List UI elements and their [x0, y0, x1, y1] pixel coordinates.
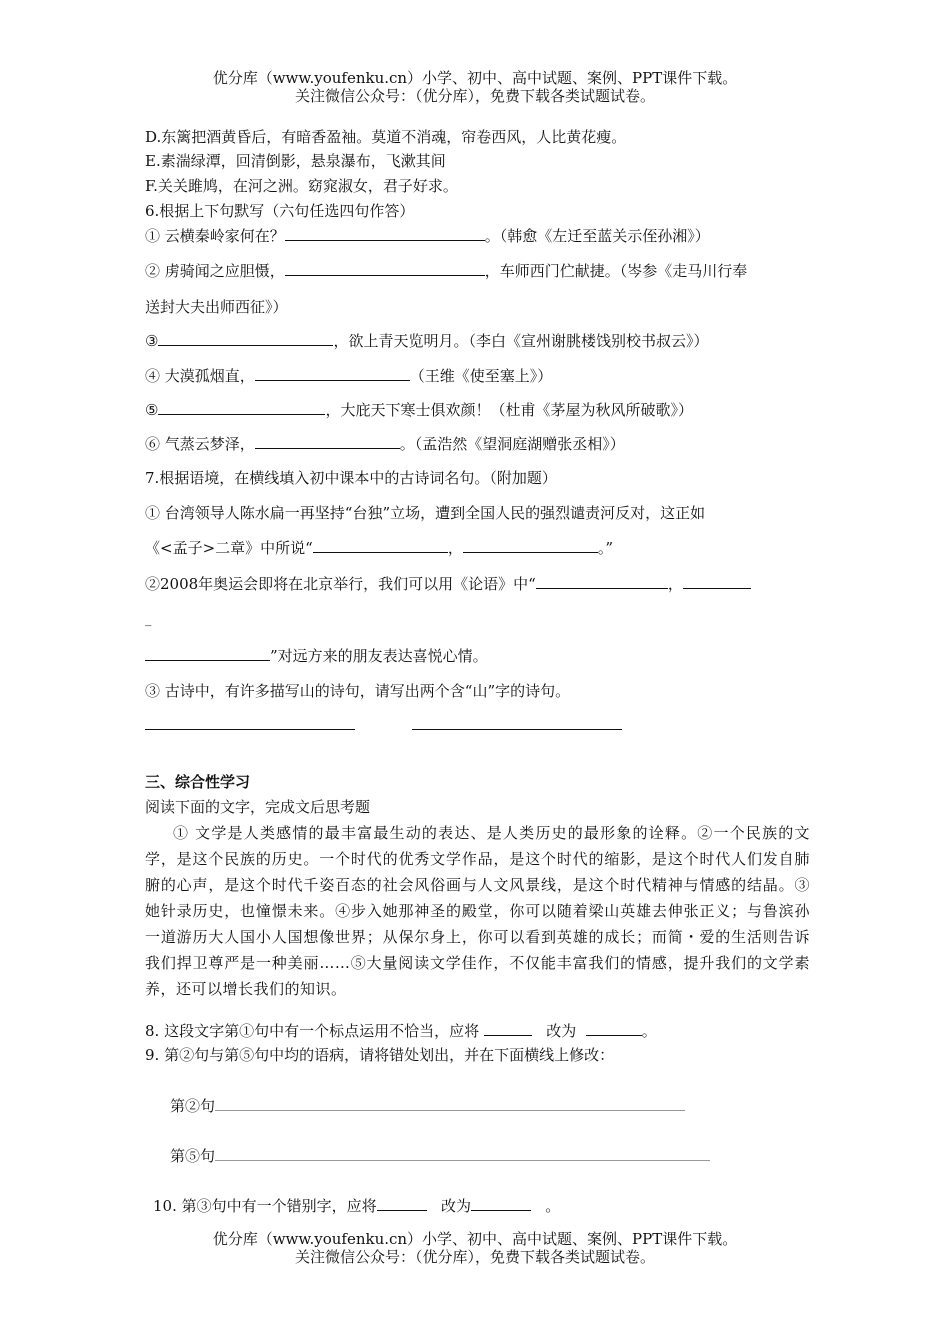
- answer-blank[interactable]: [536, 574, 668, 589]
- q10-pre: 10. 第③句中有一个错别字，应将: [153, 1197, 377, 1215]
- q6-item-3-pre: ③: [145, 332, 159, 350]
- answer-blank[interactable]: [158, 400, 325, 415]
- answer-blank[interactable]: [313, 538, 448, 553]
- reading-passage: ① 文学是人类感情的最丰富最生动的表达、是人类历史的最形象的诠释。②一个民族的文学，是这个民族的历史。一个时代的优秀文学作品，是这个时代的缩影，是这个时代人们发自肺腑的心声，是这个时代千姿百态的社会风俗画与人文风景线，是这个时代精神与情感的结晶。③她针录历史，也憧憬未来。④步入她那神圣的殿堂，你可以随着梁山英雄去伸张正义；与鲁滨孙一道游历大人国小人国想像世界；从保尔身上，你可以看到英雄的成长；而简・爱的生活则告诉我们捍卫尊严是一种美丽……⑤大量阅读文学佳作，不仅能丰富我们的情感，提升我们的文学素养，还可以增长我们的知识。: [145, 824, 810, 998]
- q6-item-3: [145, 331, 708, 351]
- q9-sentence-2-label: 第②句: [170, 1097, 216, 1115]
- answer-blank[interactable]: [285, 226, 485, 241]
- answer-blank[interactable]: [255, 366, 410, 381]
- q7-item-2-line-a: [145, 574, 751, 594]
- answer-blank[interactable]: [215, 1146, 710, 1161]
- q6-item-6: [145, 434, 625, 454]
- q7-item-1-line-a: ① 台湾领导人陈水扁一再坚持“台独”立场，遭到全国人民的强烈谴责河反对，这正如: [145, 504, 706, 522]
- q6-item-5: [145, 400, 693, 420]
- q7-item-1-pre: 《<孟子>二章》中所说“: [145, 539, 313, 557]
- q7-item-1-line-b: [145, 538, 613, 558]
- option-f: F.关关雎鸠，在河之洲。窈窕淑女，君子好求。: [145, 177, 458, 195]
- answer-blank[interactable]: [255, 434, 400, 449]
- q6-item-5-pre: ⑤: [145, 401, 159, 419]
- q6-item-2-cont: 送封大夫出师西征》）: [145, 298, 288, 316]
- q10: [153, 1196, 560, 1216]
- q6-item-3-post: ，欲上青天览明月。（李白《宣州谢朓楼饯别校书叔云》）: [333, 332, 709, 350]
- q10-mid: 改为: [440, 1197, 471, 1215]
- q6-item-2-pre: ② 虏骑闻之应胆慑，: [145, 262, 285, 280]
- q8: [145, 1021, 657, 1041]
- answer-blank[interactable]: [145, 715, 355, 730]
- q6-item-1-post: 。（韩愈《左迁至蓝关示侄孙湘》）: [484, 227, 710, 245]
- q6-item-2: [145, 261, 747, 281]
- q6-item-6-pre: ⑥ 气蒸云梦泽，: [145, 435, 255, 453]
- answer-blank[interactable]: [158, 331, 333, 346]
- answer-blank[interactable]: [285, 261, 485, 276]
- answer-blank[interactable]: [484, 1021, 532, 1036]
- q9-sentence-5-label: 第⑤句: [170, 1147, 216, 1165]
- q8-mid: 改为: [546, 1022, 577, 1040]
- q6-item-2-post: ，车师西门伫献捷。（岑参《走马川行奉: [484, 262, 748, 280]
- q7-item-2-dash: _: [145, 612, 152, 627]
- q8-post: 。: [641, 1022, 657, 1040]
- header-line-2: 关注微信公众号：（优分库），免费下载各类试题试卷。: [294, 87, 655, 105]
- q7-title: 7.根据语境，在横线填入初中课本中的古诗词名句。（附加题）: [145, 469, 557, 487]
- page-footer: [0, 1230, 950, 1266]
- answer-blank[interactable]: [463, 538, 598, 553]
- option-e: E.素湍绿潭，回清倒影，悬泉瀑布，飞漱其间: [145, 152, 446, 170]
- option-d: D.东篱把酒黄昏后，有暗香盈袖。莫道不消魂，帘卷西风，人比黄花瘦。: [145, 128, 627, 146]
- page-header: [0, 69, 950, 105]
- answer-blank[interactable]: [586, 1021, 642, 1036]
- answer-blank[interactable]: [145, 646, 270, 661]
- q8-pre: 8. 这段文字第①句中有一个标点运用不恰当，应将: [145, 1022, 480, 1040]
- q9-sentence-5: [170, 1146, 710, 1166]
- answer-blank[interactable]: [683, 574, 751, 589]
- q7-item-3: ③ 古诗中，有许多描写山的诗句，请写出两个含“山”字的诗句。: [145, 682, 571, 700]
- q9-sentence-2: [170, 1096, 685, 1116]
- q6-item-1: [145, 226, 710, 246]
- q7-item-1-post: 。”: [597, 539, 613, 557]
- answer-blank[interactable]: [471, 1196, 531, 1211]
- answer-blank[interactable]: [412, 715, 622, 730]
- q6-item-1-pre: ① 云横秦岭家何在？: [145, 227, 285, 245]
- q7-item-2-pre: ②2008年奥运会即将在北京举行，我们可以用《论语》中“: [145, 575, 536, 593]
- footer-line-2: 关注微信公众号：（优分库），免费下载各类试题试卷。: [294, 1248, 655, 1266]
- q7-item-2-post: ”对远方来的朋友表达喜悦心情。: [270, 647, 488, 665]
- q7-item-2-mid: ，: [667, 575, 683, 593]
- q6-item-4-post: （王维《使至塞上》）: [409, 367, 553, 385]
- q7-item-1-mid: ，: [447, 539, 463, 557]
- answer-blank[interactable]: [215, 1096, 685, 1111]
- answer-blank[interactable]: [377, 1196, 427, 1211]
- q6-title: 6.根据上下句默写（六句任选四句作答）: [145, 202, 415, 220]
- q7-item-2-line-c: [145, 646, 488, 666]
- footer-line-1: 优分库（www.youfenku.cn）小学、初中、高中试题、案例、PPT课件下载。: [212, 1230, 738, 1248]
- section-3-title: 三、综合性学习: [145, 773, 251, 791]
- q6-item-5-post: ，大庇天下寒士俱欢颜！（杜甫《茅屋为秋风所破歌》）: [325, 401, 693, 419]
- q6-item-4-pre: ④ 大漠孤烟直，: [145, 367, 255, 385]
- header-line-1: 优分库（www.youfenku.cn）小学、初中、高中试题、案例、PPT课件下载。: [212, 69, 738, 87]
- q9-title: 9. 第②句与第⑤句中均的语病，请将错处划出，并在下面横线上修改：: [145, 1046, 615, 1064]
- section-3-intro: 阅读下面的文字，完成文后思考题: [145, 798, 371, 816]
- q6-item-6-post: 。（孟浩然《望洞庭湖赠张丞相》）: [399, 435, 625, 453]
- q10-post: 。: [545, 1197, 561, 1215]
- q6-item-4: [145, 366, 552, 386]
